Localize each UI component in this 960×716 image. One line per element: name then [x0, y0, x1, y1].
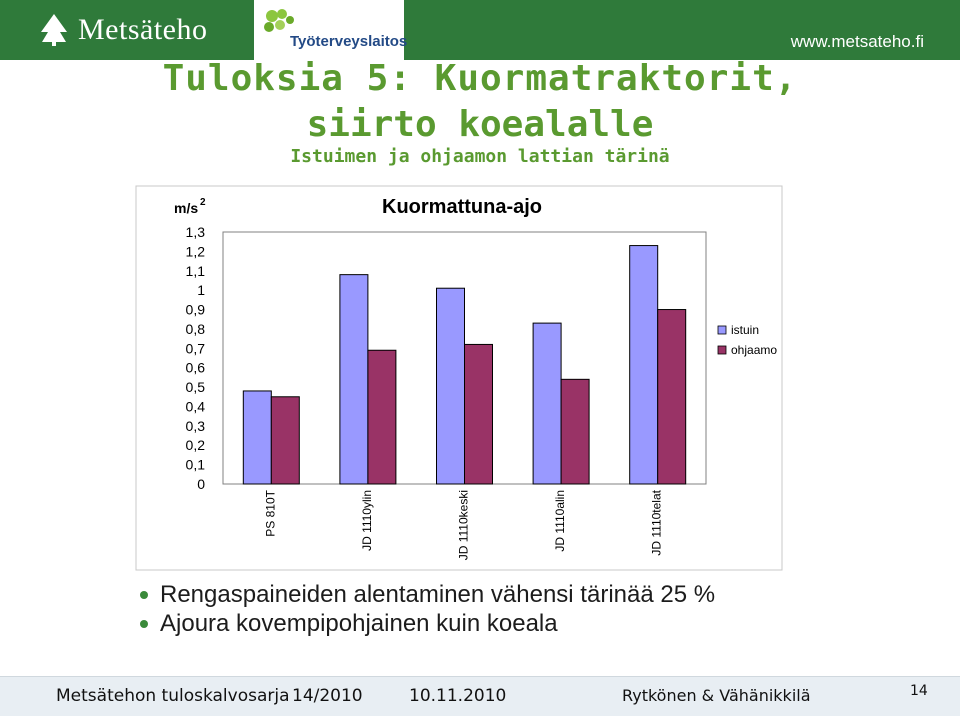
bullet-item: Ajoura kovempipohjainen kuin koeala [138, 609, 715, 638]
site-url[interactable]: www.metsateho.fi [790, 32, 924, 51]
y-axis-label: m/s [174, 200, 199, 216]
bar-istuin [533, 323, 561, 484]
bar-istuin [630, 246, 658, 484]
y-tick-label: 0,1 [185, 456, 205, 473]
legend-label-istuin: istuin [731, 323, 760, 337]
slide-title-line1: Tuloksia 5: Kuormatraktorit, [162, 58, 798, 99]
bar-istuin [340, 275, 368, 484]
legend-label-ohjaamo: ohjaamo [731, 343, 778, 357]
y-tick-label: 1,3 [185, 224, 205, 240]
bar-ohjaamo [271, 397, 299, 484]
bullet-list [138, 580, 715, 638]
bar-istuin [437, 288, 465, 484]
y-tick-label: 1,2 [185, 243, 205, 260]
footer-authors: Rytkönen & Vähänikkilä [622, 686, 811, 705]
x-tick-label: JD 1110ylin [359, 490, 374, 551]
legend-swatch-ohjaamo [718, 346, 726, 354]
y-tick-label: 1 [197, 282, 205, 299]
legend-swatch-istuin [718, 326, 726, 334]
x-tick-label: JD 1110alin [553, 490, 568, 552]
y-tick-label: 0,8 [185, 320, 205, 337]
bar-ohjaamo [368, 350, 396, 484]
footer-issue: 14/2010 [292, 686, 363, 706]
bar-istuin [243, 391, 271, 484]
bullet-item: Rengaspaineiden alentaminen vähensi tärinää 25 % [138, 580, 715, 609]
y-axis-label-superscript: 2 [200, 197, 206, 208]
y-tick-label: 0,5 [185, 379, 205, 396]
x-tick-label: JD 1110keski [456, 490, 471, 561]
tyoterveyslaitos-logo-text: Työterveyslaitos [290, 33, 408, 50]
chart-title: Kuormattuna-ajo [382, 196, 542, 218]
footer-series: Metsätehon tuloskalvosarja [56, 686, 290, 706]
bar-ohjaamo [465, 344, 493, 484]
bar-ohjaamo [658, 310, 686, 484]
slide-title-line2: siirto koealalle [306, 104, 654, 145]
slide-subtitle: Istuimen ja ohjaamon lattian tärinä [290, 146, 670, 167]
x-tick-label: JD 1110telat [649, 490, 664, 556]
metsateho-logo-text: Metsäteho [78, 13, 208, 46]
y-tick-label: 0,4 [185, 398, 205, 415]
y-tick-label: 0 [197, 476, 205, 492]
footer-bar [0, 676, 960, 716]
footer-date: 10.11.2010 [409, 686, 507, 706]
y-tick-label: 0,7 [185, 340, 205, 357]
bar-ohjaamo [561, 379, 589, 484]
y-tick-label: 0,6 [185, 359, 205, 376]
y-tick-label: 0,2 [185, 437, 205, 454]
x-tick-label: PS 810T [263, 490, 278, 537]
y-tick-label: 0,9 [185, 301, 205, 318]
y-tick-label: 1,1 [185, 262, 205, 279]
page-number: 14 [910, 683, 928, 699]
y-tick-label: 0,3 [185, 417, 205, 434]
